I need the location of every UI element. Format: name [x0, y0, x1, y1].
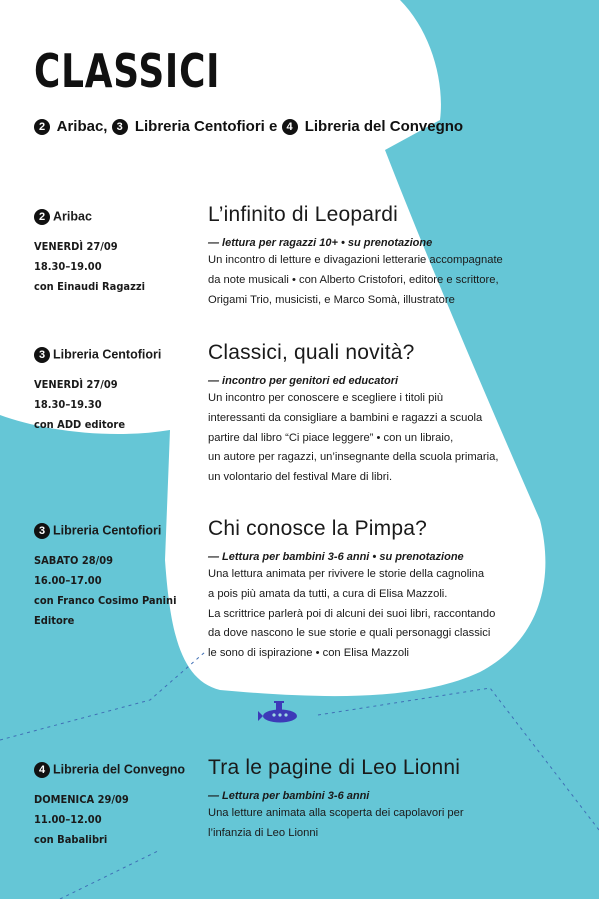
event-description	[208, 565, 588, 664]
event-day: SABATO 28/09	[34, 554, 114, 567]
venue-number: 4	[34, 762, 50, 778]
event-guest: con Franco Cosimo Panini	[34, 594, 177, 607]
event-location: Libreria Centofiori	[53, 347, 162, 362]
event-time: 18.30–19.00	[34, 260, 102, 273]
description-line: Un incontro per conoscere e scegliere i titoli più	[208, 392, 444, 404]
description-line: a pois più amata da tutti, a cura di Elisa Mazzoli.	[208, 587, 448, 600]
description-line: Una letture animata alla scoperta dei capolavori per	[208, 807, 464, 819]
description-line: un volontario del festival Mare di libri.	[208, 471, 393, 484]
event-info	[34, 347, 204, 435]
description-line: un autore per ragazzi, un’insegnante della scuola primaria,	[208, 451, 499, 464]
event-location: Aribac	[53, 209, 92, 224]
description-line: da note musicali • con Alberto Cristofori, editore e scrittore,	[208, 273, 499, 286]
event-subtitle: — incontro per genitori ed educatori	[208, 375, 399, 387]
event-time: 16.00–17.00	[34, 574, 102, 587]
submarine-icon	[258, 700, 302, 726]
event-details	[208, 341, 588, 488]
event-details	[208, 517, 588, 664]
event-guest: con ADD editore	[34, 418, 126, 431]
venue-name: Aribac,	[56, 118, 108, 135]
event-time: 11.00–12.00	[34, 813, 102, 826]
venue-name: Libreria Centofiori e	[134, 118, 278, 135]
venue-name: Libreria del Convegno	[304, 118, 464, 135]
page-title: CLASSICI	[34, 44, 221, 98]
description-line: Una lettura animata per rivivere le storie della cagnolina	[208, 568, 485, 580]
event-subtitle: — Lettura per bambini 3-6 anni	[208, 790, 370, 802]
event-info	[34, 209, 204, 297]
event-location: Libreria Centofiori	[53, 523, 162, 538]
venue-number: 3	[34, 523, 50, 539]
venue-number: 2	[34, 209, 50, 225]
event-day: VENERDÌ 27/09	[34, 240, 118, 253]
event-day: VENERDÌ 27/09	[34, 378, 118, 391]
event-description	[208, 804, 588, 844]
event-title: Classici, quali novità?	[208, 341, 415, 364]
venue-number: 4	[282, 119, 298, 135]
event-title: L’infinito di Leopardi	[208, 203, 399, 226]
event-info	[34, 523, 204, 631]
event-description	[208, 389, 588, 488]
event-subtitle: — Lettura per bambini 3-6 anni • su prenotazione	[208, 551, 464, 563]
venue-number: 3	[112, 119, 128, 135]
event-subtitle: — lettura per ragazzi 10+ • su prenotazione	[208, 237, 433, 249]
description-line: Un incontro di letture e divagazioni letterarie accompagnate	[208, 254, 503, 266]
event-details	[208, 756, 588, 844]
description-line: l’infanzia di Leo Lionni	[208, 826, 319, 839]
event-description	[208, 251, 588, 310]
event-location: Libreria del Convegno	[53, 762, 185, 777]
description-line: le sono di ispirazione • con Elisa Mazzoli	[208, 647, 410, 660]
description-line: da dove nascono le sue storie e quali personaggi classici	[208, 627, 491, 640]
description-line: La scrittrice parlerà poi di alcuni dei suoi libri, raccontando	[208, 607, 496, 620]
event-guest: con Einaudi Ragazzi	[34, 280, 146, 293]
description-line: partire dal libro “Ci piace leggere” • con un libraio,	[208, 431, 454, 444]
description-line: Origami Trio, musicisti, e Marco Somà, illustratore	[208, 293, 455, 306]
event-guest: con Babalibri	[34, 833, 108, 846]
event-time: 18.30–19.30	[34, 398, 102, 411]
description-line: interessanti da consigliare a bambini e ragazzi a scuola	[208, 411, 483, 424]
event-info	[34, 762, 204, 850]
event-title: Tra le pagine di Leo Lionni	[208, 756, 461, 779]
event-guest: Editore	[34, 614, 75, 627]
event-title: Chi conosce la Pimpa?	[208, 517, 427, 540]
venue-number: 3	[34, 347, 50, 363]
venue-list	[34, 118, 463, 135]
event-day: DOMENICA 29/09	[34, 793, 129, 806]
event-details	[208, 203, 588, 310]
venue-number: 2	[34, 119, 50, 135]
